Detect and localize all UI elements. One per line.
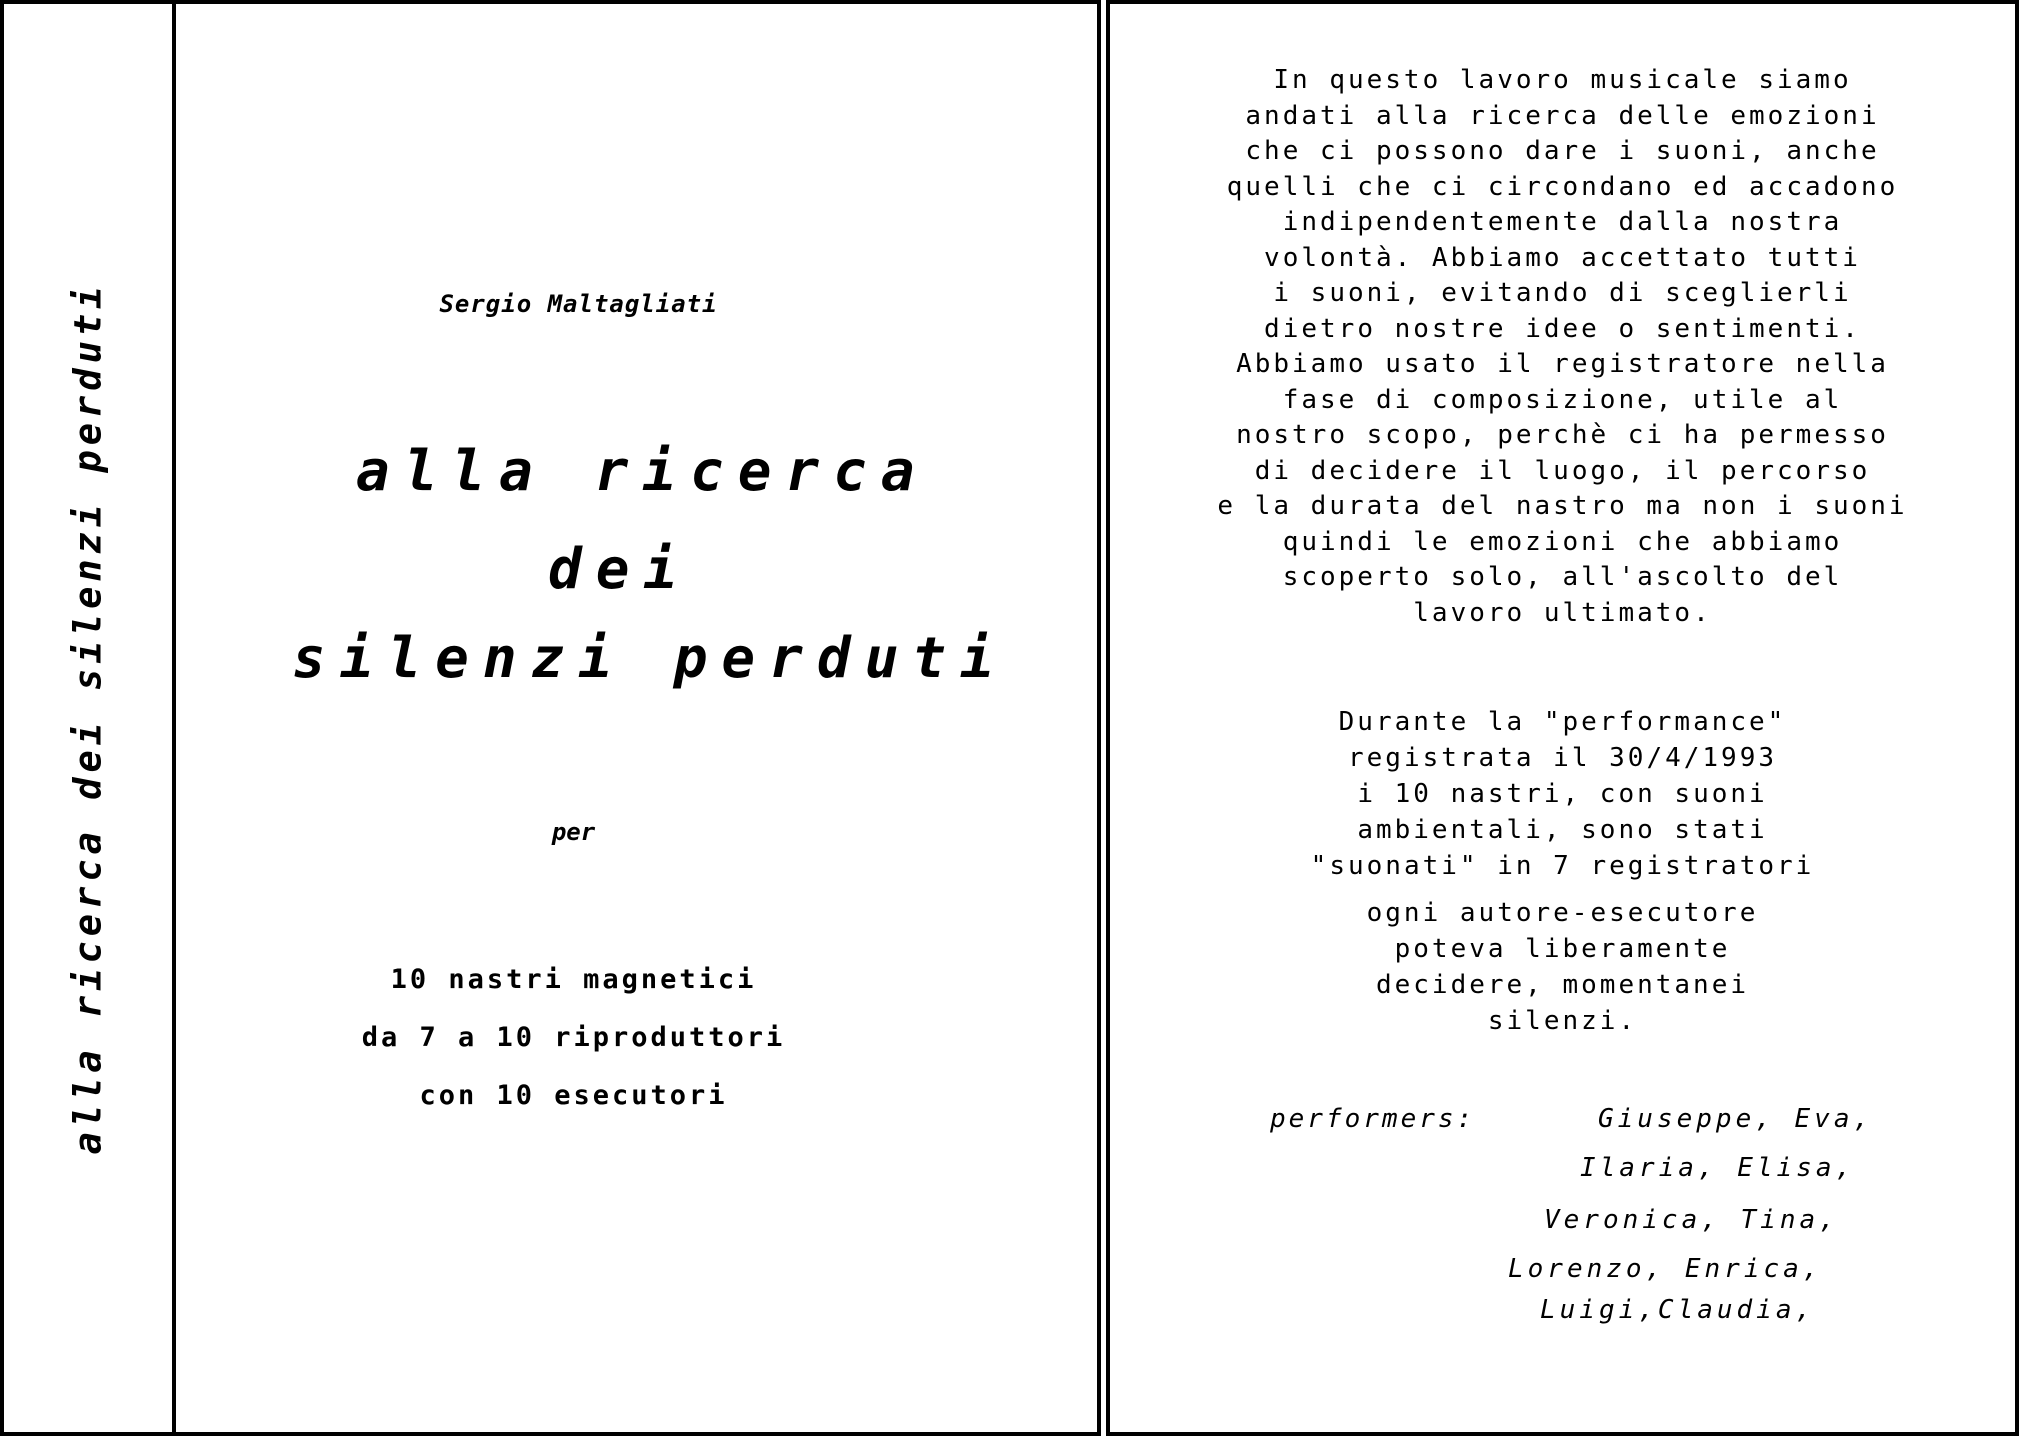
instrumentation-line-1: 10 nastri magnetici xyxy=(390,964,757,995)
performers-line: Giuseppe, Eva, xyxy=(1598,1104,1874,1134)
text-line: nostro scopo, perchè ci ha permesso xyxy=(1236,420,1889,450)
text-line: i 10 nastri, con suoni xyxy=(1357,779,1768,809)
performers-line: Ilaria, Elisa, xyxy=(1580,1153,1856,1183)
back-cover-panel xyxy=(1106,0,2019,1436)
text-line: quindi le emozioni che abbiamo xyxy=(1282,526,1843,557)
text-line: e la durata del nastro ma non i suoni xyxy=(1217,491,1908,521)
front-cover xyxy=(180,4,1097,1432)
author-name: Sergio Maltagliati xyxy=(439,290,718,318)
liner-notes-paragraph-3 xyxy=(1110,895,2015,1039)
text-line: dietro nostre idee o sentimenti. xyxy=(1264,313,1861,344)
performers-line: Lorenzo, Enrica, xyxy=(1508,1254,1823,1284)
text-line: quelli che ci circondano ed accadono xyxy=(1226,171,1899,202)
performers-line: Veronica, Tina, xyxy=(1544,1205,1839,1235)
text-line: indipendentemente dalla nostra xyxy=(1282,207,1843,237)
text-line: fase di composizione, utile al xyxy=(1282,384,1843,415)
text-line: di decidere il luogo, il percorso xyxy=(1254,455,1871,486)
instrumentation-line-2: da 7 a 10 riproduttori xyxy=(361,1022,786,1053)
title-line-1: alla ricerca xyxy=(356,439,929,504)
text-line: lavoro ultimato. xyxy=(1413,597,1712,628)
spine xyxy=(4,4,176,1432)
performers-label: performers: xyxy=(1270,1104,1476,1134)
title-line-3: silenzi perduti xyxy=(292,626,1008,691)
text-line: volontà. Abbiamo accettato tutti xyxy=(1264,242,1861,273)
text-line: che ci possono dare i suoni, anche xyxy=(1245,136,1880,166)
text-line: ambientali, sono stati xyxy=(1357,815,1768,845)
instrumentation-line-3: con 10 esecutori xyxy=(419,1080,728,1111)
text-line: scoperto solo, all'ascolto del xyxy=(1282,562,1843,592)
text-line: silenzi. xyxy=(1487,1006,1638,1036)
text-line: Abbiamo usato il registratore nella xyxy=(1236,349,1889,379)
liner-notes-paragraph-2 xyxy=(1110,704,2015,884)
text-line: registrata il 30/4/1993 xyxy=(1347,743,1778,773)
performers-line: Luigi,Claudia, xyxy=(1540,1295,1816,1325)
text-line: "suonati" in 7 registratori xyxy=(1310,851,1815,881)
text-line: Durante la "performance" xyxy=(1338,707,1787,737)
text-line: decidere, momentanei xyxy=(1375,970,1750,1000)
text-line: In questo lavoro musicale siamo xyxy=(1273,65,1852,95)
text-line: ogni autore-esecutore xyxy=(1366,898,1759,928)
text-line: i suoni, evitando di sceglierli xyxy=(1273,278,1852,308)
liner-notes-paragraph-1 xyxy=(1110,63,2015,631)
title-line-2: dei xyxy=(548,537,692,602)
spine-title: alla ricerca dei silenzi perduti xyxy=(66,281,110,1155)
per-label: per xyxy=(551,818,596,846)
text-line: poteva liberamente xyxy=(1394,934,1731,964)
text-line: andati alla ricerca delle emozioni xyxy=(1245,100,1880,131)
